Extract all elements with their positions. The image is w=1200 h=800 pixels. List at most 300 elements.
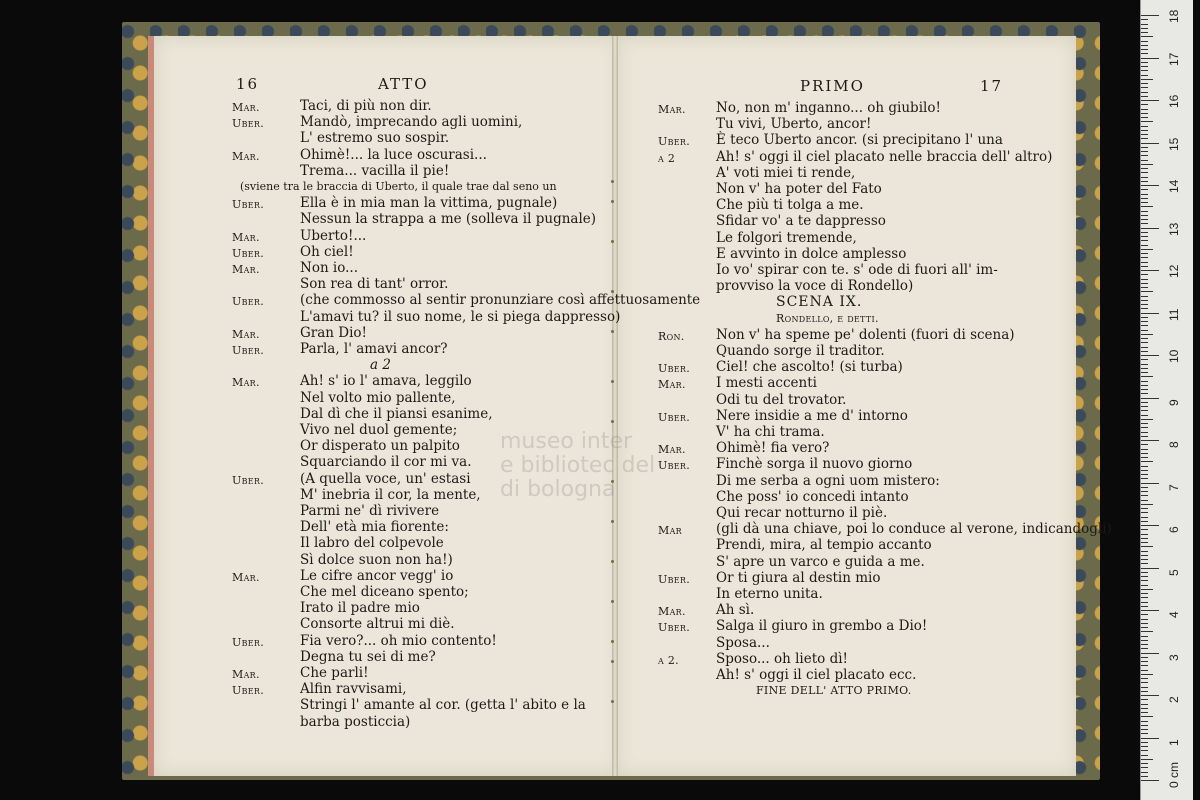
left-page-text-line: Mandò, imprecando agli uomini, (300, 114, 523, 131)
ruler-minor-tick (1141, 130, 1148, 131)
ruler-minor-tick (1141, 449, 1148, 450)
right-page-speaker: Ron. (658, 329, 685, 343)
left-page-text-line: L' estremo suo sospir. (300, 130, 450, 147)
left-running-head: ATTO (378, 75, 429, 93)
ruler-minor-tick (1141, 96, 1148, 97)
ruler-minor-tick (1141, 393, 1148, 394)
ruler-label: 5 (1167, 568, 1181, 576)
ruler-minor-tick (1141, 202, 1148, 203)
left-page-text-line: Vivo nel duol gemente; (300, 422, 458, 438)
right-page-text-line: Qui recar notturno il piè. (716, 505, 888, 521)
left-page-text-line: Che parli! (300, 665, 369, 681)
ruler-minor-tick (1141, 211, 1148, 212)
ruler-minor-tick (1141, 287, 1148, 288)
right-page-text-line: V' ha chi trama. (716, 424, 825, 440)
right-page-text-line: Tu vivi, Uberto, ancor! (716, 116, 872, 133)
right-page-speaker: Uber. (658, 135, 691, 149)
left-page-speaker: Mar. (232, 570, 260, 584)
ruler-minor-tick (1141, 436, 1148, 437)
watermark (500, 430, 655, 502)
right-page-text-line: Ah! s' oggi il ciel placato ecc. (716, 667, 917, 683)
right-page-speaker: Uber. (658, 459, 691, 473)
binding-stitch (611, 420, 614, 423)
ruler-minor-tick (1141, 342, 1148, 343)
ruler-minor-tick (1141, 708, 1148, 709)
ruler-minor-tick (1141, 474, 1148, 475)
ruler-minor-tick (1141, 317, 1148, 318)
right-page-speaker: Uber. (658, 621, 691, 635)
ruler-minor-tick (1141, 602, 1148, 603)
right-page-text-line: Salga il giuro in grembo a Dio! (716, 618, 928, 635)
ruler-minor-tick (1141, 126, 1148, 127)
ruler-label: 2 (1167, 696, 1181, 703)
ruler-minor-tick (1141, 359, 1148, 360)
ruler-minor-tick (1141, 597, 1148, 598)
binding-stitch (611, 520, 614, 523)
right-running-head: PRIMO (800, 77, 865, 95)
left-page-text-line: (che commosso al sentir pronunziare così affettuosamente (300, 292, 701, 309)
ruler-minor-tick (1141, 563, 1148, 564)
left-page-number: 16 (236, 75, 260, 93)
ruler-minor-tick (1141, 640, 1148, 641)
binding-stitch (611, 200, 614, 203)
ruler-tick (1141, 143, 1159, 144)
right-page-text-line: Le folgori tremende, (716, 229, 857, 246)
right-page-speaker: Mar. (658, 378, 686, 392)
ruler-minor-tick (1141, 232, 1148, 233)
ruler-minor-tick (1141, 104, 1148, 105)
ruler-minor-tick (1141, 164, 1153, 165)
ruler-minor-tick (1141, 750, 1148, 751)
binding-stitch (611, 240, 614, 243)
right-page-text-line: Quando sorge il traditor. (716, 343, 885, 359)
ruler-label: 0 cm (1167, 761, 1181, 788)
ruler-label: 4 (1167, 611, 1181, 618)
ruler-tick (1141, 483, 1159, 484)
ruler-tick (1141, 653, 1159, 654)
left-page-text-line: (A quella voce, un' estasi (300, 470, 471, 487)
ruler-minor-tick (1141, 742, 1148, 743)
ruler-label: 16 (1167, 94, 1181, 108)
left-page-speaker: Uber. (232, 198, 265, 212)
right-page-text-line: Che poss' io concedi intanto (716, 488, 909, 505)
ruler-minor-tick (1141, 716, 1153, 717)
ruler-minor-tick (1141, 627, 1148, 628)
left-page-text-line: Oh ciel! (300, 243, 354, 260)
ruler-minor-tick (1141, 763, 1148, 764)
ruler-minor-tick (1141, 266, 1148, 267)
left-page-text-line: Parla, l' amavi ancor? (300, 341, 448, 357)
ruler-minor-tick (1141, 712, 1148, 713)
ruler-minor-tick (1141, 253, 1148, 254)
left-page-speaker: Uber. (232, 246, 265, 260)
left-page-text-line: (sviene tra le braccia di Uberto, il quale trae dal seno un (240, 180, 557, 193)
binding-stitch (611, 330, 614, 333)
right-page-text-line: In eterno unita. (716, 586, 823, 602)
binding-stitch (611, 700, 614, 703)
ruler-minor-tick (1141, 249, 1153, 250)
right-page-text-line: Prendi, mira, al tempio accanto (716, 537, 932, 554)
ruler-minor-tick (1141, 87, 1148, 88)
ruler-minor-tick (1141, 555, 1148, 556)
ruler-minor-tick (1141, 665, 1148, 666)
ruler-minor-tick (1141, 206, 1153, 207)
right-page-text-line: È teco Uberto ancor. (si precipitano l' una (716, 132, 1003, 149)
ruler-minor-tick (1141, 113, 1148, 114)
ruler-minor-tick (1141, 419, 1153, 420)
ruler-minor-tick (1141, 406, 1148, 407)
ruler-minor-tick (1141, 330, 1148, 331)
ruler-minor-tick (1141, 308, 1148, 309)
right-page-text-line: Odi tu del trovator. (716, 391, 847, 408)
ruler-minor-tick (1141, 194, 1148, 195)
ruler-minor-tick (1141, 24, 1148, 25)
right-page-speaker: Mar (658, 524, 682, 538)
ruler-minor-tick (1141, 45, 1148, 46)
ruler-tick (1141, 440, 1159, 441)
left-page-text-line: Degna tu sei di me? (300, 648, 436, 665)
right-page-text-line: Rondello, e detti. (776, 311, 879, 325)
left-page-text-line: Stringi l' amante al cor. (getta l' abito e la (300, 697, 586, 714)
ruler-minor-tick (1141, 631, 1153, 632)
left-page-speaker: Uber. (232, 473, 265, 487)
ruler-minor-tick (1141, 559, 1148, 560)
ruler-label: 17 (1167, 52, 1181, 66)
left-page-text-line: Nel volto mio pallente, (300, 389, 456, 406)
ruler-minor-tick (1141, 746, 1148, 747)
ruler-minor-tick (1141, 334, 1153, 335)
right-page-speaker: Mar. (658, 443, 686, 457)
ruler-minor-tick (1141, 423, 1148, 424)
left-page-speaker: Uber. (232, 117, 265, 131)
ruler-minor-tick (1141, 687, 1148, 688)
left-page-text-line: Uberto!... (300, 227, 367, 244)
right-page-text-line: provviso la voce di Rondello) (716, 278, 914, 295)
binding-stitch (611, 560, 614, 563)
right-page-text-line: No, non m' inganno... oh giubilo! (716, 100, 941, 116)
ruler-minor-tick (1141, 181, 1148, 182)
left-page-text-line: Le cifre ancor vegg' io (300, 567, 454, 584)
right-page-number: 17 (980, 77, 1004, 95)
ruler-minor-tick (1141, 109, 1148, 110)
ruler-minor-tick (1141, 644, 1148, 645)
ruler-label: 15 (1167, 137, 1181, 151)
right-page-text-line: Ohimè! fia vero? (716, 440, 830, 457)
ruler-minor-tick (1141, 546, 1153, 547)
ruler-minor-tick (1141, 725, 1148, 726)
ruler-minor-tick (1141, 215, 1148, 216)
ruler-minor-tick (1141, 402, 1148, 403)
ruler-tick (1141, 100, 1159, 101)
right-page-text-line: Ciel! che ascolto! (si turba) (716, 359, 903, 376)
ruler-minor-tick (1141, 138, 1148, 139)
right-page-text-line: Finchè sorga il nuovo giorno (716, 456, 913, 473)
binding-stitch (611, 600, 614, 603)
ruler-minor-tick (1141, 325, 1148, 326)
ruler-label: 13 (1167, 222, 1181, 236)
ruler-minor-tick (1141, 691, 1148, 692)
ruler-minor-tick (1141, 291, 1153, 292)
left-page-speaker: Uber. (232, 684, 265, 698)
ruler-label: 7 (1167, 483, 1181, 491)
ruler-minor-tick (1141, 606, 1148, 607)
left-page-speaker: Mar. (232, 327, 260, 341)
ruler-minor-tick (1141, 589, 1153, 590)
ruler-minor-tick (1141, 495, 1148, 496)
ruler-minor-tick (1141, 470, 1148, 471)
left-page-text-line: Fia vero?... oh mio contento! (300, 632, 497, 649)
book-spine (612, 36, 618, 776)
ruler-minor-tick (1141, 410, 1148, 411)
ruler-minor-tick (1141, 699, 1148, 700)
ruler-minor-tick (1141, 168, 1148, 169)
right-page-text-line: A' voti miei ti rende, (716, 164, 856, 181)
ruler-minor-tick (1141, 70, 1148, 71)
ruler-minor-tick (1141, 300, 1148, 301)
left-page-text-line: Taci, di più non dir. (300, 98, 432, 114)
left-page-speaker: Mar. (232, 668, 260, 681)
right-page-text-line: Non v' ha poter del Fato (716, 181, 882, 197)
ruler-minor-tick (1141, 466, 1148, 467)
ruler-minor-tick (1141, 729, 1148, 730)
ruler-minor-tick (1141, 189, 1148, 190)
ruler-minor-tick (1141, 172, 1148, 173)
left-page-text-line: Non io... (300, 260, 359, 276)
ruler-minor-tick (1141, 283, 1148, 284)
ruler-minor-tick (1141, 576, 1148, 577)
ruler-minor-tick (1141, 759, 1153, 760)
ruler-minor-tick (1141, 279, 1148, 280)
left-page-text-line: Nessun la strappa a me (solleva il pugnale) (300, 211, 597, 228)
left-page-text-line: Il labro del colpevole (300, 535, 444, 552)
left-page-text-line: Consorte altrui mi diè. (300, 616, 455, 633)
ruler-tick (1141, 313, 1159, 314)
ruler-minor-tick (1141, 529, 1148, 530)
ruler-label: 18 (1167, 9, 1181, 23)
left-page-speaker: Mar. (232, 149, 260, 163)
ruler-label: 14 (1167, 179, 1181, 193)
ruler-minor-tick (1141, 160, 1148, 161)
left-page-speaker: Mar. (232, 101, 260, 114)
ruler-minor-tick (1141, 517, 1148, 518)
ruler-label: 3 (1167, 653, 1181, 661)
left-page-text-line: Or disperato un palpito (300, 438, 460, 455)
left-page-text-line: M' inebria il cor, la mente, (300, 486, 481, 503)
ruler-minor-tick (1141, 415, 1148, 416)
ruler-minor-tick (1141, 585, 1148, 586)
left-page-text-line: Gran Dio! (300, 324, 367, 341)
right-page-speaker: Uber. (658, 572, 691, 586)
ruler-minor-tick (1141, 381, 1148, 382)
ruler-label: 1 (1167, 738, 1181, 746)
ruler-minor-tick (1141, 457, 1148, 458)
right-page-text-line: Nere insidie a me d' intorno (716, 407, 908, 424)
ruler-minor-tick (1141, 534, 1148, 535)
left-page-text-line: Alfin ravvisami, (300, 681, 407, 698)
ruler-label: 6 (1167, 526, 1181, 533)
ruler-minor-tick (1141, 704, 1148, 705)
ruler-minor-tick (1141, 79, 1153, 80)
ruler-minor-tick (1141, 682, 1148, 683)
ruler-tick (1141, 738, 1159, 739)
ruler-minor-tick (1141, 41, 1148, 42)
right-page-speaker: Mar. (658, 103, 686, 116)
binding-stitch (611, 380, 614, 383)
ruler-minor-tick (1141, 155, 1148, 156)
right-page-text-line: I mesti accenti (716, 375, 817, 392)
right-page-text-line: Sfidar vo' a te dappresso (716, 213, 886, 230)
right-page-text-line: S' apre un varco e guida a me. (716, 553, 925, 570)
ruler-minor-tick (1141, 198, 1148, 199)
right-page-text-line: Non v' ha speme pe' dolenti (fuori di scena) (716, 326, 1015, 343)
ruler-tick (1141, 610, 1159, 611)
right-page-text-line: E avvinto in dolce amplesso (716, 245, 907, 262)
ruler-minor-tick (1141, 92, 1148, 93)
ruler-minor-tick (1141, 240, 1148, 241)
ruler-minor-tick (1141, 245, 1148, 246)
ruler-tick (1141, 780, 1159, 781)
ruler-minor-tick (1141, 372, 1148, 373)
left-page-text-line: Che mel diceano spento; (300, 584, 469, 600)
ruler-minor-tick (1141, 321, 1148, 322)
ruler-tick (1141, 58, 1159, 59)
left-page-speaker: Uber. (232, 344, 265, 357)
ruler-minor-tick (1141, 364, 1148, 365)
ruler-minor-tick (1141, 121, 1153, 122)
ruler-minor-tick (1141, 347, 1148, 348)
ruler-minor-tick (1141, 755, 1148, 756)
left-page-text-line: Dal dì che il piansi esanime, (300, 405, 493, 422)
left-page-text-line: Ohimè!... la luce oscurasi... (300, 146, 487, 163)
ruler-minor-tick (1141, 444, 1148, 445)
ruler-minor-tick (1141, 62, 1148, 63)
ruler-minor-tick (1141, 296, 1148, 297)
binding-stitch (611, 180, 614, 183)
ruler-minor-tick (1141, 32, 1148, 33)
watermark-line-3: di bologna (500, 477, 616, 502)
ruler-minor-tick (1141, 219, 1148, 220)
right-page-text-line: Sposa... (716, 634, 770, 651)
ruler-minor-tick (1141, 636, 1148, 637)
left-page-text-line: Ella è in mia man la vittima, pugnale) (300, 195, 558, 212)
left-page-speaker: Uber. (232, 295, 265, 309)
right-page-speaker: Uber. (658, 362, 691, 376)
left-page-text-line: Sì dolce suon non ha!) (300, 551, 453, 568)
right-page-text-line: Di me serba a ogni uom mistero: (716, 472, 940, 489)
ruler-minor-tick (1141, 389, 1148, 390)
ruler-minor-tick (1141, 432, 1148, 433)
watermark-line-2: e bibliotec del (500, 453, 656, 478)
right-page-text-line: Sposo... oh lieto dì! (716, 650, 848, 667)
ruler-minor-tick (1141, 542, 1148, 543)
right-page-speaker: a 2 (658, 151, 676, 165)
left-page-text-line: Ah! s' io l' amava, leggilo (300, 373, 472, 390)
right-page-text-line: Ah sì. (716, 602, 755, 619)
ruler-tick (1141, 228, 1159, 229)
ruler-minor-tick (1141, 772, 1148, 773)
binding-stitch (611, 640, 614, 643)
ruler-minor-tick (1141, 36, 1153, 37)
right-page-speaker: Uber. (658, 410, 691, 424)
ruler-minor-tick (1141, 648, 1148, 649)
left-page-speaker: Uber. (232, 635, 265, 649)
ruler-minor-tick (1141, 487, 1148, 488)
ruler-minor-tick (1141, 619, 1148, 620)
left-page-text-line: Irato il padre mio (300, 600, 420, 617)
left-page-text-line: Dell' età mia fiorente: (300, 519, 449, 536)
ruler-tick (1141, 185, 1159, 186)
ruler-minor-tick (1141, 274, 1148, 275)
ruler-minor-tick (1141, 521, 1148, 522)
ruler-minor-tick (1141, 66, 1148, 67)
right-page-text-line: (gli dà una chiave, poi lo conduce al verone, indicandogli) (716, 521, 1112, 538)
measuring-ruler (1140, 0, 1193, 800)
ruler-minor-tick (1141, 236, 1148, 237)
left-page-text-line: Trema... vacilla il pie! (300, 162, 450, 179)
ruler-minor-tick (1141, 134, 1148, 135)
ruler-tick (1141, 355, 1159, 356)
ruler-minor-tick (1141, 478, 1148, 479)
ruler-minor-tick (1141, 304, 1148, 305)
ruler-tick (1141, 15, 1159, 16)
ruler-minor-tick (1141, 147, 1148, 148)
ruler-minor-tick (1141, 551, 1148, 552)
right-page-text-line: FINE DELL' ATTO PRIMO. (756, 684, 912, 698)
right-page-text-line: Che più ti tolga a me. (716, 197, 864, 214)
ruler-minor-tick (1141, 491, 1148, 492)
ruler-minor-tick (1141, 593, 1148, 594)
ruler-minor-tick (1141, 580, 1148, 581)
ruler-minor-tick (1141, 504, 1153, 505)
ruler-minor-tick (1141, 177, 1148, 178)
ruler-minor-tick (1141, 83, 1148, 84)
ruler-minor-tick (1141, 623, 1148, 624)
ruler-minor-tick (1141, 427, 1148, 428)
binding-stitch (611, 660, 614, 663)
ruler-minor-tick (1141, 376, 1153, 377)
ruler-minor-tick (1141, 674, 1153, 675)
ruler-minor-tick (1141, 538, 1148, 539)
left-page-text-line: Parmi ne' dì rivivere (300, 503, 440, 519)
ruler-minor-tick (1141, 733, 1148, 734)
ruler-minor-tick (1141, 500, 1148, 501)
ruler-minor-tick (1141, 767, 1148, 768)
ruler-tick (1141, 398, 1159, 399)
ruler-minor-tick (1141, 53, 1148, 54)
ruler-label: 12 (1167, 264, 1181, 278)
ruler-minor-tick (1141, 657, 1148, 658)
ruler-tick (1141, 525, 1159, 526)
ruler-minor-tick (1141, 338, 1148, 339)
ruler-minor-tick (1141, 368, 1148, 369)
right-page-text-line: Or ti giura al destin mio (716, 569, 881, 586)
ruler-label: 10 (1167, 349, 1181, 363)
ruler-minor-tick (1141, 461, 1153, 462)
right-page-text-line: Ah! s' oggi il ciel placato nelle braccia dell' altro) (716, 148, 1053, 165)
ruler-tick (1141, 270, 1159, 271)
left-page-text-line: Son rea di tant' orror. (300, 276, 449, 293)
ruler-minor-tick (1141, 151, 1148, 152)
left-page-speaker: Mar. (232, 376, 260, 390)
ruler-minor-tick (1141, 28, 1148, 29)
right-page-speaker: a 2. (658, 653, 679, 667)
right-page-text-line: SCENA IX. (776, 294, 863, 311)
ruler-minor-tick (1141, 776, 1148, 777)
left-page-speaker: Mar. (232, 263, 260, 276)
ruler-minor-tick (1141, 262, 1148, 263)
right-page-speaker: Mar. (658, 605, 686, 619)
ruler-minor-tick (1141, 257, 1148, 258)
